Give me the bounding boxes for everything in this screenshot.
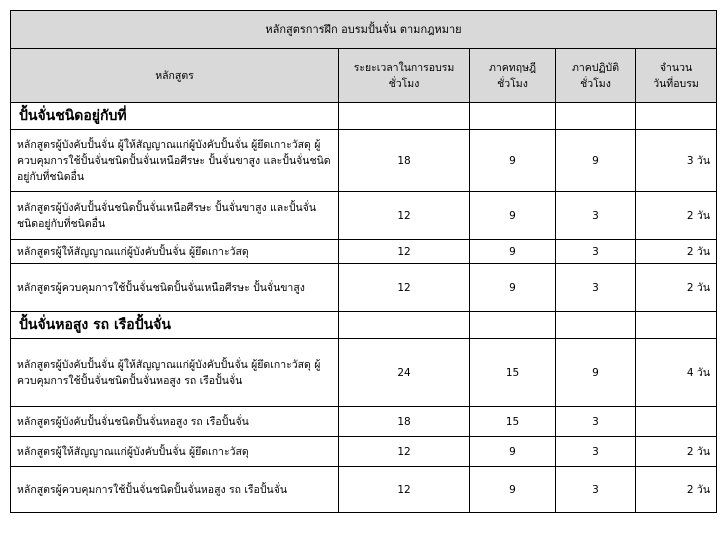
hours-cell: 12: [339, 240, 470, 264]
days-cell: 3 วัน: [636, 130, 717, 192]
section-row: [11, 103, 717, 130]
header-theory: ภาคทฤษฎี ชั่วโมง: [470, 49, 556, 103]
days-cell: 2 วัน: [636, 264, 717, 312]
section-title: ปั้นจั่นชนิดอยู่กับที่: [11, 103, 339, 130]
course-table: [10, 10, 717, 513]
theory-cell: 9: [470, 264, 556, 312]
table-row: [11, 467, 717, 513]
practice-cell: 3: [556, 264, 636, 312]
table-title: หลักสูตรการฝึก อบรมปั้นจั่น ตามกฎหมาย: [11, 11, 717, 49]
hours-cell: 18: [339, 407, 470, 437]
header-days: จำนวน วันที่อบรม: [636, 49, 717, 103]
course-name: หลักสูตรผู้ให้สัญญาณแก่ผู้บังคับปั้นจั่น ผู้ยึดเกาะวัสดุ: [11, 240, 339, 264]
hours-cell: 12: [339, 437, 470, 467]
table-row: [11, 437, 717, 467]
practice-cell: 9: [556, 130, 636, 192]
course-name: หลักสูตรผู้บังคับปั้นจั่น ผู้ให้สัญญาณแก่ผู้บังคับปั้นจั่น ผู้ยึดเกาะวัสดุ ผู้ควบคุมการใช้ปั้นจั่นชนิดปั้นจั่นเหนือศีรษะ ปั้นจั่นขาสูง และปั้นจั่นชนิดอยู่กับที่ชนิดอื่น: [11, 130, 339, 192]
table-row: [11, 339, 717, 407]
theory-cell: 9: [470, 130, 556, 192]
days-cell: 2 วัน: [636, 437, 717, 467]
hours-cell: 18: [339, 130, 470, 192]
course-name: หลักสูตรผู้บังคับปั้นจั่นชนิดปั้นจั่นหอสูง รถ เรือปั้นจั่น: [11, 407, 339, 437]
practice-cell: 3: [556, 407, 636, 437]
hours-cell: 24: [339, 339, 470, 407]
hours-cell: 12: [339, 467, 470, 513]
hours-cell: 12: [339, 264, 470, 312]
theory-cell: 9: [470, 467, 556, 513]
theory-cell: 15: [470, 407, 556, 437]
days-cell: 4 วัน: [636, 339, 717, 407]
theory-cell: 9: [470, 240, 556, 264]
course-name: หลักสูตรผู้บังคับปั้นจั่น ผู้ให้สัญญาณแก่ผู้บังคับปั้นจั่น ผู้ยึดเกาะวัสดุ ผู้ควบคุมการใช้ปั้นจั่นชนิดปั้นจั่นหอสูง รถ เรือปั้นจั่น: [11, 339, 339, 407]
course-name: หลักสูตรผู้บังคับปั้นจั่นชนิดปั้นจั่นเหนือศีรษะ ปั้นจั่นขาสูง และปั้นจั่นชนิดอยู่กับที่ชนิดอื่น: [11, 192, 339, 240]
header-duration: ระยะเวลาในการอบรม ชั่วโมง: [339, 49, 470, 103]
hours-cell: 12: [339, 192, 470, 240]
table-row: [11, 264, 717, 312]
theory-cell: 9: [470, 192, 556, 240]
theory-cell: 9: [470, 437, 556, 467]
practice-cell: 3: [556, 467, 636, 513]
section-title: ปั้นจั่นหอสูง รถ เรือปั้นจั่น: [11, 312, 339, 339]
course-name: หลักสูตรผู้ให้สัญญาณแก่ผู้บังคับปั้นจั่น ผู้ยึดเกาะวัสดุ: [11, 437, 339, 467]
table-row: [11, 240, 717, 264]
days-cell: 2 วัน: [636, 467, 717, 513]
table-row: [11, 130, 717, 192]
days-cell: [636, 407, 717, 437]
section-row: [11, 312, 717, 339]
course-name: หลักสูตรผู้ควบคุมการใช้ปั้นจั่นชนิดปั้นจั่นหอสูง รถ เรือปั้นจั่น: [11, 467, 339, 513]
table-row: [11, 192, 717, 240]
practice-cell: 3: [556, 192, 636, 240]
practice-cell: 3: [556, 437, 636, 467]
practice-cell: 3: [556, 240, 636, 264]
header-course: หลักสูตร: [11, 49, 339, 103]
header-practice: ภาคปฏิบัติ ชั่วโมง: [556, 49, 636, 103]
practice-cell: 9: [556, 339, 636, 407]
days-cell: 2 วัน: [636, 192, 717, 240]
header-row: [11, 49, 717, 103]
days-cell: 2 วัน: [636, 240, 717, 264]
table-title-row: [11, 11, 717, 49]
theory-cell: 15: [470, 339, 556, 407]
course-name: หลักสูตรผู้ควบคุมการใช้ปั้นจั่นชนิดปั้นจั่นเหนือศีรษะ ปั้นจั่นขาสูง: [11, 264, 339, 312]
table-row: [11, 407, 717, 437]
